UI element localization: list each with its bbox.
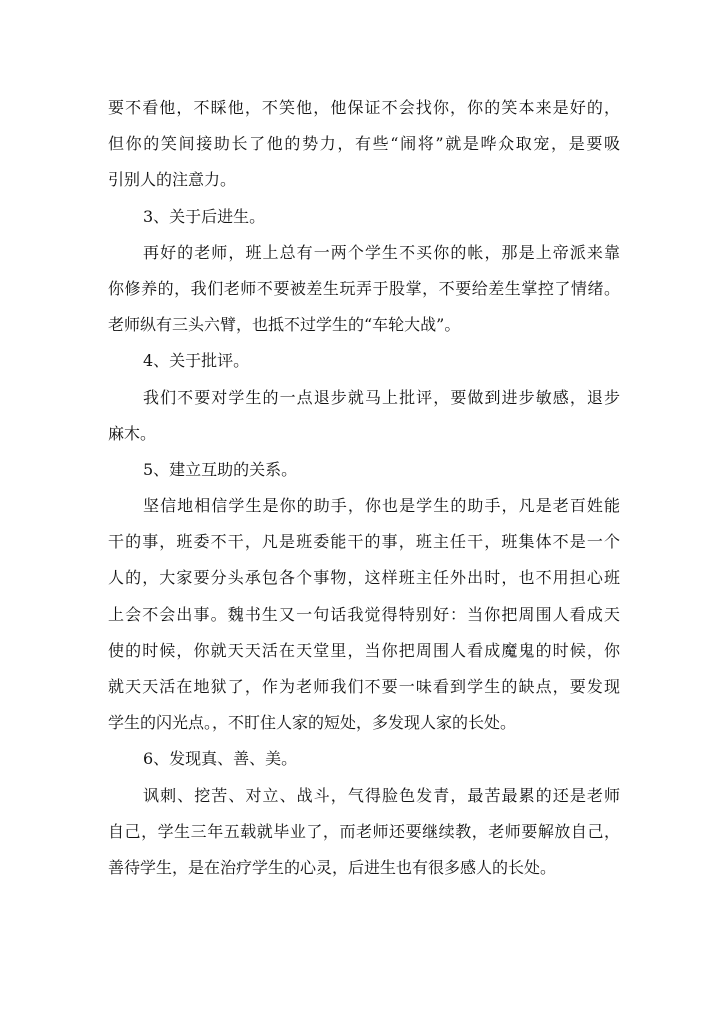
- section-heading: 6、发现真、善、美。: [143, 749, 298, 769]
- paragraph-first-line: 我们不要对学生的一点退步就马上批评，要做到进步敏感，退步: [143, 387, 620, 407]
- text-line: 使的时候，你就天天活在天堂里，当你把周围人看成魔鬼的时候，你: [108, 640, 620, 660]
- paragraph-first-line: 讽刺、挖苦、对立、战斗，气得脸色发青，最苦最累的还是老师: [143, 785, 620, 805]
- text-line: 引别人的注意力。: [108, 170, 237, 190]
- paragraph-first-line: 再好的老师，班上总有一两个学生不买你的帐，那是上帝派来靠: [143, 242, 620, 262]
- document-page: [108, 90, 620, 886]
- paragraph-first-line: 坚信地相信学生是你的助手，你也是学生的助手，凡是老百姓能: [143, 496, 620, 516]
- text-line: 人的，大家要分头承包各个事物，这样班主任外出时，也不用担心班: [108, 568, 620, 588]
- text-line: 麻木。: [108, 423, 157, 443]
- section-heading: 5、建立互助的关系。: [143, 459, 298, 479]
- section-heading: 4、关于批评。: [143, 351, 250, 371]
- text-line: 自己，学生三年五载就毕业了，而老师还要继续教，老师要解放自己，: [108, 821, 620, 841]
- text-line: 但你的笑间接助长了他的势力，有些“闹将”就是哗众取宠，是要吸: [108, 134, 620, 154]
- text-line: 你修养的，我们老师不要被差生玩弄于股掌，不要给差生掌控了情绪。: [108, 278, 620, 298]
- text-line: 善待学生，是在治疗学生的心灵，后进生也有很多感人的长处。: [108, 857, 557, 877]
- text-line: 要不看他，不睬他，不笑他，他保证不会找你，你的笑本来是好的，: [108, 98, 620, 117]
- text-line: 学生的闪光点。，不盯住人家的短处，多发现人家的长处。: [108, 713, 517, 733]
- text-line: 老师纵有三头六臂，也抵不过学生的“车轮大战”。: [108, 315, 461, 335]
- section-heading: 3、关于后进生。: [143, 206, 266, 226]
- text-line: 上会不会出事。魏书生又一句话我觉得特别好：当你把周围人看成天: [108, 604, 620, 624]
- text-line: 就天天活在地狱了，作为老师我们不要一味看到学生的缺点，要发现: [108, 677, 620, 696]
- text-line: 干的事，班委不干，凡是班委能干的事，班主任干，班集体不是一个: [108, 532, 620, 552]
